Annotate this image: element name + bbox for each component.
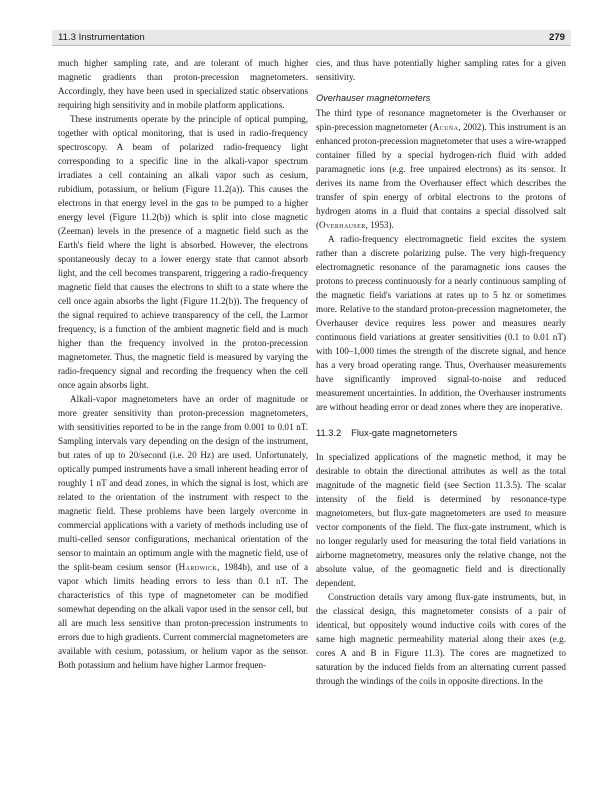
running-header-section: 11.3 Instrumentation [58,32,145,43]
left-column [58,56,308,672]
left-paragraph-3-text-a: Alkali-vapor magnetometers have an order of magnitude or more greater sensitivity than proton-precession magnetometers, with sensitivities reported to be in the range from 0.001 to 0.01 nT. Sampling intervals vary depending on the design of the instrument, but rates of up to 20/second (i.e. 20 Hz) are used. Unfortunately, optically pumped instruments have a small inherent heading error of roughly 1 nT and dead zones, in which the signal is lost, which are related to the orientation of the instrument with respect to the magnetic field. These problems have been largely overcome in commercial applications with a variety of methods including use of multi-celled sensor configurations, mechanical orientation of the sensor to maintain an optimum angle with the magnetic field, use of the split-beam cesium sensor ( [58,394,308,572]
section-heading [316,426,566,440]
citation-hardwick: Hardwick [178,562,218,572]
running-header [52,30,571,46]
page-number: 279 [548,32,565,43]
left-paragraph-3 [58,392,308,672]
right-column [316,56,566,688]
left-paragraph-2: These instruments operate by the principle of optical pumping, together with optical monitoring, that is used in radio-frequency spectroscopy. A beam of polarized radio-frequency light corresponding to a specific line in the alkali-vapor spectrum irradiates a cell containing an alkali vapor such as cesium, rubidium, potassium, or helium (Figure 11.2(a)). This causes the electrons in that energy level in the gas to be pumped to a higher energy level (Figure 11.2(b)) which is split into close magnetic (Zeeman) levels in the presence of a magnetic field such as the Earth's field where the light is absorbed. However, the electrons spontaneously decay to a lower energy state that cannot absorb light, and the cell becomes transparent, triggering a radio-frequency magnetic field that causes the electrons to shift to a state where the cell once again absorbs the light (Figure 11.2(b)). The frequency of the signal required to achieve transparency of the cell, the Larmor frequency, is a function of the ambient magnetic field and is much higher than the frequency involved in the proton-precession magnetometer. Thus, the magnetic field is measured by varying the radio-frequency signal and recording the frequency when the cell once again absorbs light. [58,114,308,390]
left-paragraph-3-text-b: , 1984b), and use of a vapor which limits heading errors to less than 0.1 nT. The characteristics of this type of magnetometer can be modified somewhat depending on the alkali vapor used in the sensor cell, but all are much less sensitive than proton-precession instruments to errors due to high gradients. Current commercial magnetometers are available with cesium, potassium, or helium vapor as the sensor. Both potassium and helium have higher Larmor frequen- [58,562,309,670]
right-paragraph-5: Construction details vary among flux-gate instruments, but, in the classical design, this magnetometer consists of a pair of identical, but oppositely wound inductive coils with cores of the same high magnetic permeability material along their axes (e.g. cores A and B in Figure 11.3). The cores are magnetized to saturation by the induced fields from an alternating current passed through the windings of the coils in opposite directions. In the [316,592,566,686]
right-paragraph-3: A radio-frequency electromagnetic field excites the system rather than a discrete polarizing pulse. The very high-frequency electromagnetic resonance of the paramagnetic ions causes the protons to precess continuously for a nearly continuous sampling of the magnetic field's variations at rates up to 5 hz or sometimes more. Relative to the standard proton-precession magnetometer, the Overhauser device requires less power and measures nearly continuous field variations at greater sensitivities (0.1 to 0.01 nT) with 100–1,000 times the strength of the discrete signal, and hence has a very broad operating range. Thus, Overhauser measurements have significantly improved signal-to-noise and reduced measurement uncertainties. In addition, the Overhauser instruments are without heading error or dead zones where they are inoperative. [316,234,566,412]
section-number: 11.3.2 [316,428,342,438]
citation-acuna: Acuña [432,122,459,132]
right-paragraph-2-text-b: , 2002). This instrument is an enhanced proton-precession magnetometer that uses a wire-wrapped container filled by a special hydrogen-rich fluid with added paramagnetic ions (e.g. free unpaired electrons) as its sensor. It derives its name from the Overhauser effect which describes the transfer of spin energy of orbital electrons to the protons of hydrogen atoms in a fluid that contains a special dissolved salt ( [316,122,567,230]
left-paragraph-1: much higher sampling rate, and are tolerant of much higher magnetic gradients than proton-precession magnetometers. Accordingly, they have been used in specialized static observations requiring high sensitivity and in mobile platform applications. [58,58,308,110]
right-paragraph-2-text-c: , 1953). [365,220,394,230]
section-title: Flux-gate magnetometers [351,428,458,438]
right-paragraph-2-text-a: The third type of resonance magnetometer is the Overhauser or spin-precession magnetometer ( [316,108,566,132]
right-paragraph-2 [316,106,566,232]
subheading-overhauser: Overhauser magnetometers [316,93,431,103]
right-paragraph-4: In specialized applications of the magnetic method, it may be desirable to obtain the directional attributes as well as the total magnitude of the magnetic field (see Section 11.3.5). The scalar intensity of the field is determined by resonance-type magnetometers, but flux-gate magnetometers are used to measure vector components of the field. The flux-gate instrument, which is no longer regularly used for measuring the total field variations in airborne magnetometry, measures only the relative change, not the absolute value, of the geomagnetic field and is directionally dependent. [316,452,566,588]
right-paragraph-1: cies, and thus have potentially higher sampling rates for a given sensitivity. [316,58,566,82]
citation-overhauser: Overhauser [319,220,366,230]
